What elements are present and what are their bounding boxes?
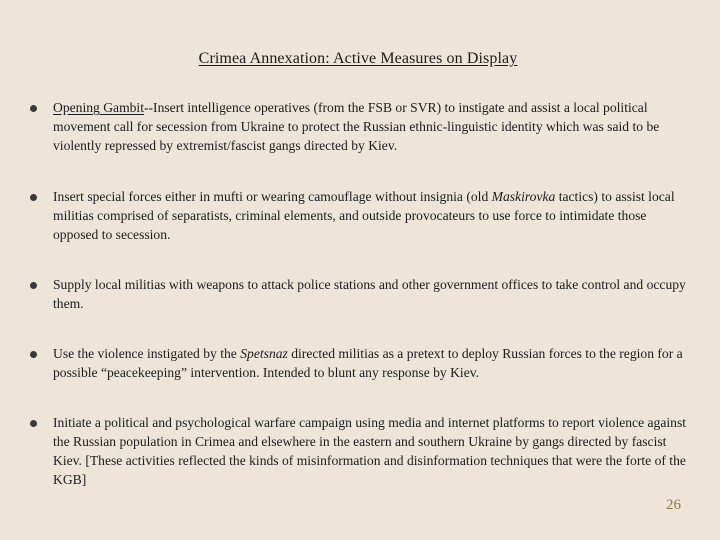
bullet-item-opening-gambit	[30, 98, 694, 155]
bullet-body-start: Insert special forces either in mufti or wearing camouflage without insignia (old	[53, 189, 492, 204]
bullet-item-supply-weapons	[30, 275, 694, 313]
bullet-item-special-forces	[30, 187, 694, 244]
bullet-italic-term: Spetsnaz	[240, 346, 288, 361]
slide-title: Crimea Annexation: Active Measures on Display	[198, 50, 518, 67]
bullet-body-start: Use the violence instigated by the	[53, 346, 241, 361]
bullet-italic-term: Maskirovka	[491, 189, 556, 204]
bullet-body-end: directed militias as a pretext to deploy Russian forces to the region for a possible “peacekeeping” intervention. Intended to blunt any response by Kiev.	[53, 346, 683, 380]
bullet-dot-icon	[30, 351, 37, 358]
bullet-body: Initiate a political and psychological warfare campaign using media and internet platforms to report violence against the Russian population in Crimea and elsewhere in the eastern and southern Ukraine by gangs directed by fascist Kiev. [These activities reflected the kinds of misinformation and disinformation techniques that were the forte of the KGB]	[53, 415, 687, 487]
bullet-dot-icon	[30, 105, 37, 112]
page-number: 26	[666, 497, 681, 513]
bullet-body: --Insert intelligence operatives (from the FSB or SVR) to instigate and assist a local political movement call for secession from Ukraine to protect the Russian ethnic-linguistic identity which was said to be violently repressed by extremist/fascist gangs directed by Kiev.	[53, 100, 660, 153]
bullet-text	[53, 98, 694, 155]
bullet-text	[53, 344, 694, 382]
bullet-dot-icon	[30, 194, 37, 201]
bullet-body-end: tactics) to assist local militias comprised of separatists, criminal elements, and outside provocateurs to use force to intimidate those opposed to secession.	[53, 189, 675, 242]
bullet-item-psychological-warfare	[30, 413, 694, 489]
bullet-text	[53, 187, 694, 244]
bullet-dot-icon	[30, 420, 37, 427]
bullet-lead-term: Opening Gambit	[53, 100, 144, 115]
bullet-body: Supply local militias with weapons to attack police stations and other government offices to take control and occupy them.	[53, 277, 686, 311]
bullet-item-pretext-deployment	[30, 344, 694, 382]
bullet-dot-icon	[30, 282, 37, 289]
